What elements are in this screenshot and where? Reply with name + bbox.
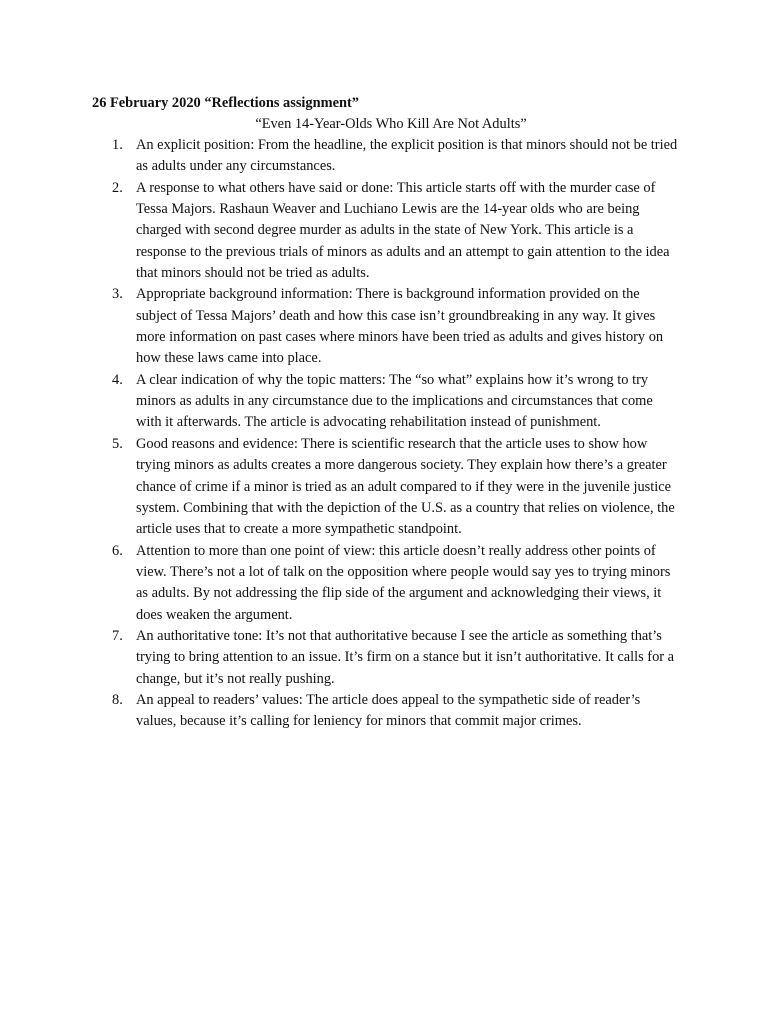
list-item-number: 6. — [112, 542, 123, 559]
list-item — [112, 541, 680, 626]
list-item — [112, 178, 680, 285]
list-item — [112, 690, 680, 733]
list-item-number: 7. — [112, 627, 123, 644]
list-item-text: Attention to more than one point of view: this article doesn’t really address other points of view. There’s not a lot of talk on the opposition where people would say yes to trying minors as adults. By not addressing the flip side of the argument and acknowledging their views, it does weaken the argument. — [136, 542, 671, 623]
list-item-number: 5. — [112, 435, 123, 452]
list-item-number: 3. — [112, 286, 123, 303]
assignment-heading: 26 February 2020 “Reflections assignment” — [92, 95, 359, 111]
list-item-text: An appeal to readers’ values: The article does appeal to the sympathetic side of reader’s values, because it’s calling for leniency for minors that commit major crimes. — [136, 691, 641, 730]
list-item — [112, 370, 680, 434]
list-item-text: Good reasons and evidence: There is scientific research that the article uses to show how trying minors as adults creates a more dangerous society. They explain how there’s a greater chance of crime if a minor is tried as an adult compared to if they were in the juvenile justice system. Combining that with the depiction of the U.S. as a country that relies on violence, the article uses that to create a more sympathetic standpoint. — [136, 435, 675, 538]
list-item — [112, 626, 680, 690]
list-item-number: 4. — [112, 371, 123, 388]
list-item-text: A response to what others have said or done: This article starts off with the murder case of Tessa Majors. Rashaun Weaver and Luchiano Lewis are the 14-year olds who are being charged with second degree murder as adults in the state of New York. This article is a response to the previous trials of minors as adults and an attempt to gain attention to the idea that minors should not be tried as adults. — [136, 179, 670, 282]
list-item-text: A clear indication of why the topic matters: The “so what” explains how it’s wrong to try minors as adults in any circumstance due to the implications and circumstances that come with it afterwards. The article is advocating rehabilitation instead of punishment. — [136, 371, 653, 431]
article-title: “Even 14-Year-Olds Who Kill Are Not Adults” — [255, 116, 527, 132]
list-item-number: 1. — [112, 137, 123, 153]
reflection-list — [112, 135, 680, 733]
list-item — [112, 434, 680, 541]
list-item-number: 8. — [112, 691, 123, 708]
list-item-text: Appropriate background information: There is background information provided on the subject of Tessa Majors’ death and how this case isn’t groundbreaking in any way. It gives more information on past cases where minors have been tried as adults and gives history on how these laws came into place. — [136, 286, 664, 367]
list-item — [112, 284, 680, 369]
list-item-text: An explicit position: From the headline, the explicit position is that minors should not be tried as adults under any circumstances. — [136, 137, 678, 175]
list-item — [112, 135, 680, 178]
list-item-number: 2. — [112, 179, 123, 196]
list-item-text: An authoritative tone: It’s not that authoritative because I see the article as something that’s trying to bring attention to an issue. It’s firm on a stance but it isn’t authoritative. It calls for a change, but it’s not really pushing. — [136, 627, 675, 687]
